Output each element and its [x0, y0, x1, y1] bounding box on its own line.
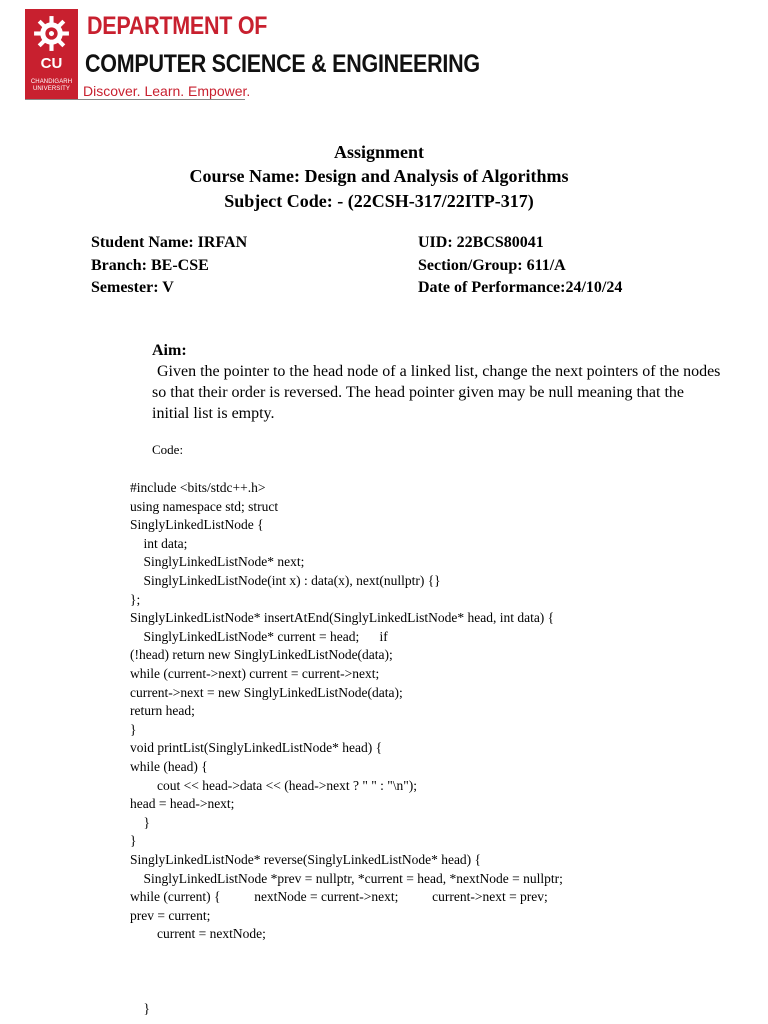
code-line: };: [130, 591, 141, 607]
code-line: cout << head->data << (head->next ? " " : "\n");: [130, 777, 418, 793]
code-line: }: [130, 1000, 150, 1016]
code-line: #include <bits/stdc++.h>: [130, 480, 266, 495]
semester: Semester: V: [91, 279, 174, 296]
gear-emblem-icon: [31, 13, 72, 54]
code-line: while (head) {: [130, 759, 208, 774]
code-line: SinglyLinkedListNode* reverse(SinglyLinkedListNode* head) {: [130, 852, 482, 867]
code-line: SinglyLinkedListNode {: [130, 517, 264, 533]
code-label: Code:: [152, 442, 184, 457]
code-line: }: [130, 814, 150, 830]
code-line: int data;: [130, 535, 188, 551]
logo-subtext: CHANDIGARH UNIVERSITY: [30, 79, 73, 92]
code-line: void printList(SinglyLinkedListNode* head) {: [130, 740, 383, 756]
assignment-heading: Assignment: [333, 142, 424, 162]
code-line: SinglyLinkedListNode(int x) : data(x), next(nullptr) {}: [130, 573, 441, 588]
code-line: }: [130, 833, 137, 849]
department-title-line1: DEPARTMENT OF: [87, 12, 268, 40]
branch: Branch: BE-CSE: [91, 257, 209, 274]
code-line: return head;: [130, 703, 195, 719]
code-line: (!head) return new SinglyLinkedListNode(data);: [130, 647, 393, 663]
code-line: current->next = new SinglyLinkedListNode(data);: [130, 684, 403, 700]
code-line: SinglyLinkedListNode *prev = nullptr, *current = head, *nextNode = nullptr;: [130, 870, 563, 886]
aim-text: Given the pointer to the head node of a linked list, change the next pointers of the nodes so that their order is reversed. The head pointer given may be null meaning that the initial list is empty.: [152, 363, 721, 422]
code-line: prev = current;: [130, 907, 211, 923]
code-line: SinglyLinkedListNode* insertAtEnd(SinglyLinkedListNode* head, int data) {: [130, 610, 555, 626]
code-line: SinglyLinkedListNode* current = head; if: [130, 628, 388, 644]
date-of-performance: Date of Performance:24/10/24: [418, 279, 623, 296]
code-line: }: [130, 721, 137, 737]
code-line: head = head->next;: [130, 796, 235, 812]
tagline: Discover. Learn. Empower.: [83, 83, 251, 99]
code-line: using namespace std; struct: [130, 498, 279, 514]
header-divider: [25, 99, 245, 100]
uid: UID: 22BCS80041: [418, 234, 544, 251]
code-line: SinglyLinkedListNode* next;: [130, 554, 305, 570]
logo-text: CU: [40, 55, 63, 72]
subject-code: Subject Code: - (22CSH-317/22ITP-317): [224, 191, 534, 211]
section-group: Section/Group: 611/A: [418, 257, 566, 274]
aim-label: Aim:: [152, 342, 187, 359]
code-line: while (current->next) current = current->next;: [130, 666, 380, 681]
course-name: Course Name: Design and Analysis of Algorithms: [189, 166, 569, 186]
code-line: current = nextNode;: [130, 926, 266, 942]
code-line: while (current) { nextNode = current->next; current->next = prev;: [130, 889, 548, 905]
department-title-line2: COMPUTER SCIENCE & ENGINEERING: [85, 50, 480, 78]
university-logo: [25, 9, 78, 99]
student-name: Student Name: IRFAN: [91, 234, 248, 251]
